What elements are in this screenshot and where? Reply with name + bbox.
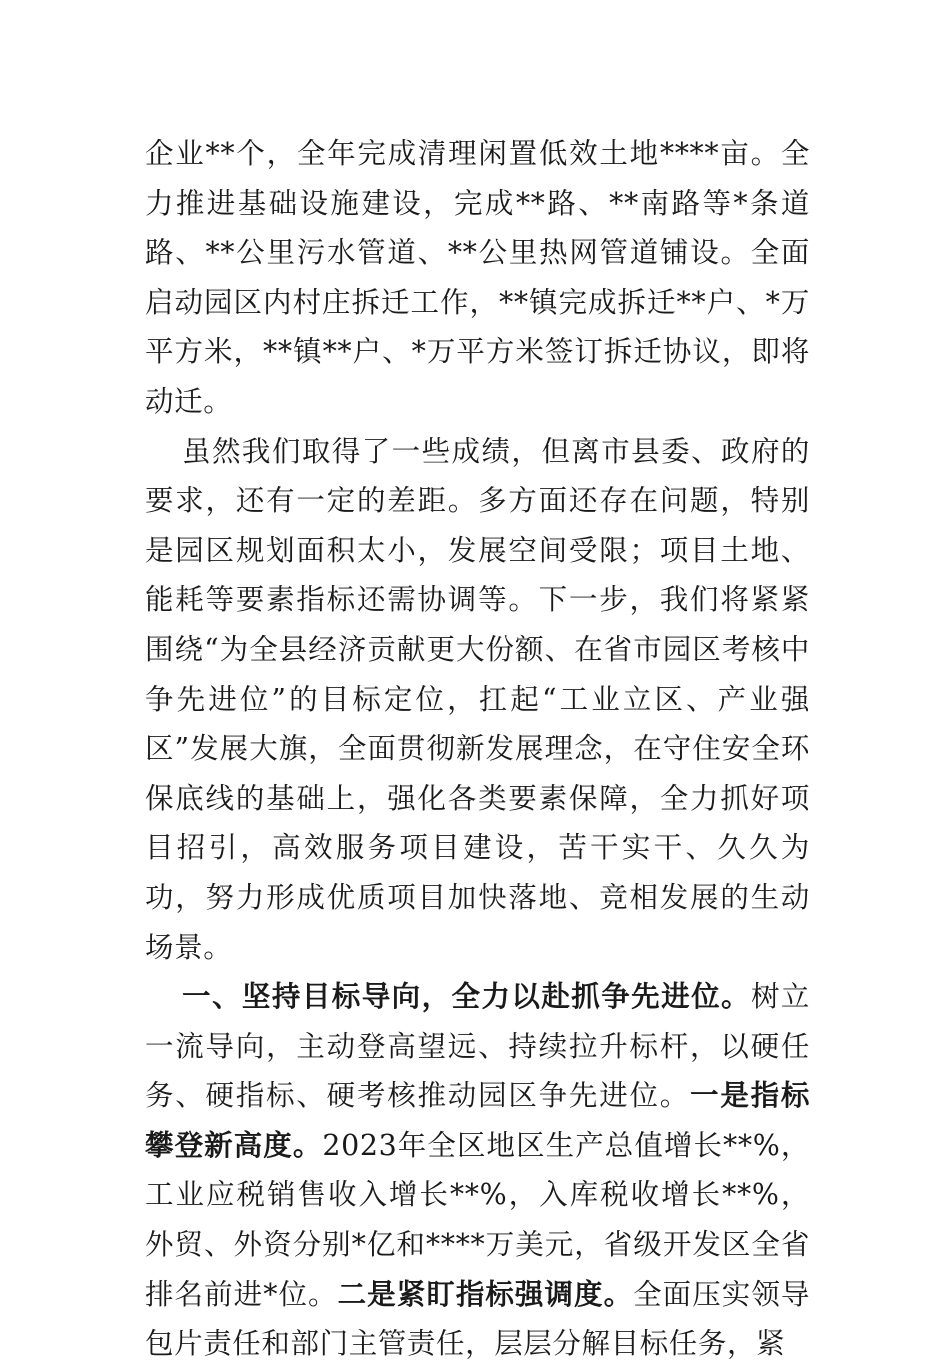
point-two-heading: 二是紧盯指标强调度。 — [337, 1276, 634, 1311]
point-two-text: 全面压实领导包片责任和部门主管责任，层层分解目标任务，紧 — [145, 1277, 810, 1361]
paragraph-1-text: 企业**个，全年完成清理闲置低效土地****亩。全力推进基础设施建设，完成**路、**南路等*条道路、**公里污水管道、**公里热网管道铺设。全面启动园区内村庄拆迁工作，**镇完成拆迁**户、*万平方米，**镇**户、*万平方米签订拆迁协议，即将动迁。 — [145, 137, 810, 418]
paragraph-3 — [145, 972, 810, 1369]
point-one-heading: 一是指标攀登新高度。 — [145, 1078, 810, 1162]
point-one-text: 2023年全区地区生产总值增长**%，工业应税销售收入增长**%，入库税收增长**%，外贸、外资分别*亿和****万美元，省级开发区全省排名前进*位。 — [145, 1128, 810, 1311]
document-body — [145, 129, 810, 1369]
paragraph-2 — [145, 427, 810, 973]
paragraph-1 — [145, 129, 810, 427]
section-heading: 一、坚持目标导向，全力以赴抓争先进位。 — [182, 979, 751, 1014]
section-intro-text: 树立一流导向，主动登高望远、持续拉升标杆，以硬任务、硬指标、硬考核推动园区争先进位。 — [145, 980, 810, 1113]
paragraph-2-text: 虽然我们取得了一些成绩，但离市县委、政府的要求，还有一定的差距。多方面还存在问题，特别是园区规划面积太小，发展空间受限；项目土地、能耗等要素指标还需协调等。下一步，我们将紧紧围绕“为全县经济贡献更大份额、在省市园区考核中争先进位”的目标定位，扛起“工业立区、产业强区”发展大旗，全面贯彻新发展理念，在守住安全环保底线的基础上，强化各类要素保障，全力抓好项目招引，高效服务项目建设，苦干实干、久久为功，努力形成优质项目加快落地、竞相发展的生动场景。 — [145, 434, 810, 964]
